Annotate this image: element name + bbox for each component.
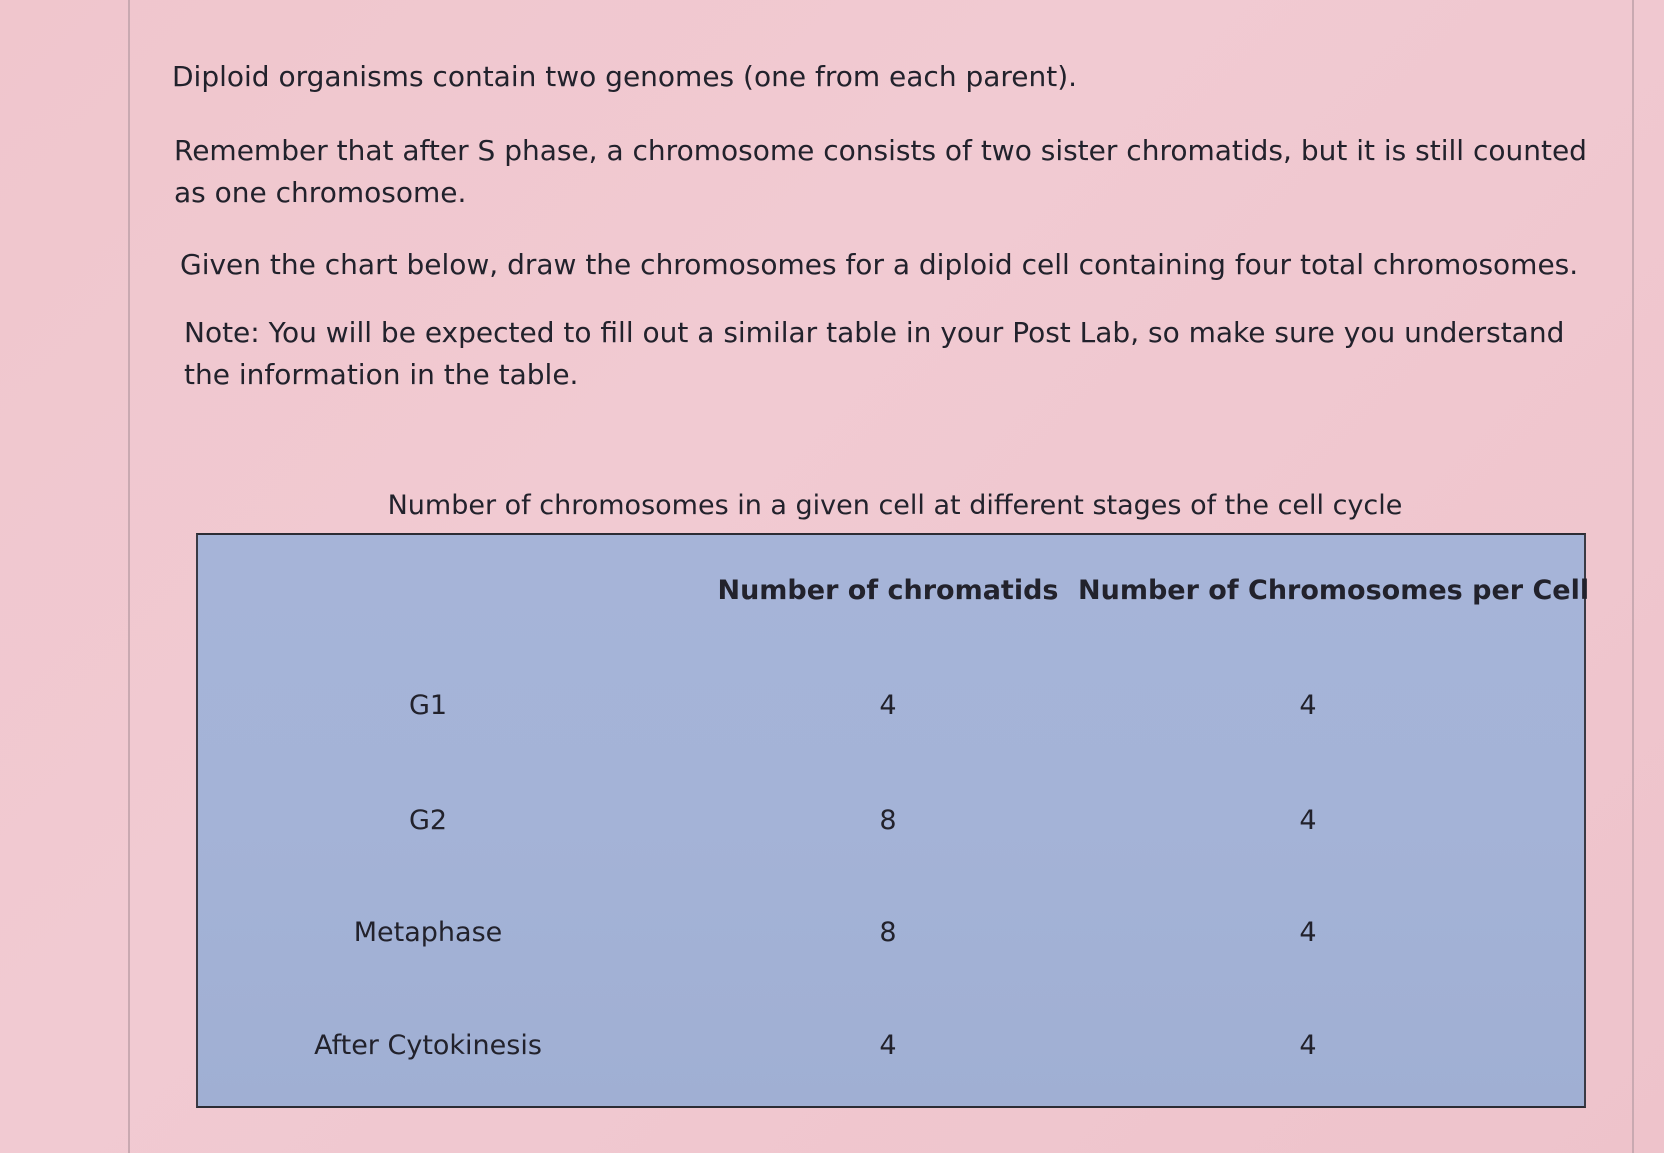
- g1-chromatids: 4: [879, 690, 897, 721]
- row-label-metaphase: Metaphase: [353, 917, 503, 948]
- header-chromatids: Number of chromatids: [717, 575, 1059, 606]
- g2-chromatids: 8: [879, 805, 897, 836]
- header-chromosomes-per-cell: Number of Chromosomes per Cell: [1078, 575, 1590, 606]
- table-caption: Number of chromosomes in a given cell at different stages of the cell cycle: [387, 490, 1403, 521]
- row-label-g2: G2: [408, 805, 448, 836]
- instruction-paragraph: Given the chart below, draw the chromosomes for a diploid cell containing four total chromosomes.: [180, 248, 1579, 281]
- after-cytokinesis-chromosomes: 4: [1299, 1030, 1317, 1061]
- g1-chromosomes: 4: [1299, 690, 1317, 721]
- metaphase-chromatids: 8: [879, 917, 897, 948]
- row-label-g1: G1: [408, 690, 448, 721]
- page-border-right: [1632, 0, 1634, 1153]
- note-paragraph: Note: You will be expected to fill out a similar table in your Post Lab, so make sure you understand the information in the table.: [184, 316, 1565, 391]
- row-label-after-cytokinesis: After Cytokinesis: [314, 1030, 542, 1061]
- g2-chromosomes: 4: [1299, 805, 1317, 836]
- metaphase-chromosomes: 4: [1299, 917, 1317, 948]
- sister-chromatid-paragraph: Remember that after S phase, a chromosome consists of two sister chromatids, but it is still counted as one chromosome.: [174, 134, 1587, 209]
- page-border-left: [128, 0, 130, 1153]
- after-cytokinesis-chromatids: 4: [879, 1030, 897, 1061]
- intro-paragraph: Diploid organisms contain two genomes (one from each parent).: [172, 60, 1078, 93]
- chromosome-table: [196, 533, 1590, 1108]
